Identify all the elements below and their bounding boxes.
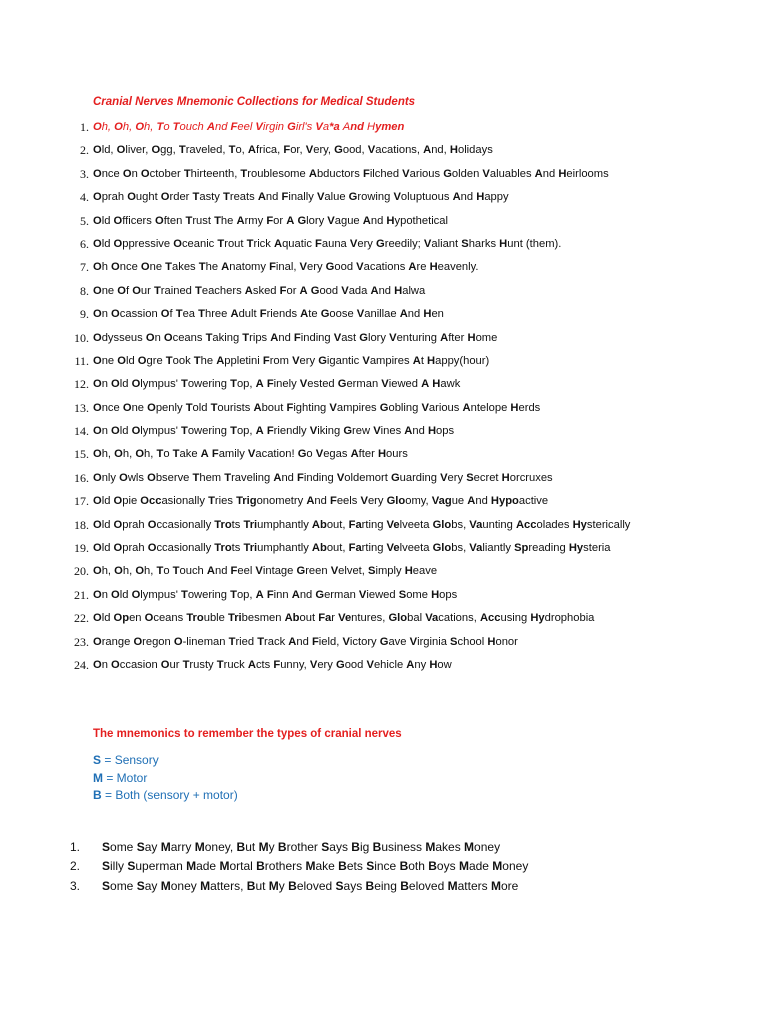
legend-text: = Motor — [103, 770, 148, 785]
list-number: 18. — [74, 517, 89, 532]
list-item — [0, 490, 768, 513]
mnemonic-text: Old, Oliver, Ogg, Traveled, To, Africa, For, Very, Good, Vacations, And, Holidays — [93, 144, 493, 157]
mnemonic-text: Silly Superman Made Mortal Brothers Make Bets Since Both Boys Made Money — [102, 859, 529, 874]
list-number: 23. — [74, 634, 89, 649]
list-number: 8. — [80, 283, 89, 298]
list-item — [0, 303, 768, 326]
list-item — [0, 631, 768, 654]
list-number: 5. — [80, 213, 89, 228]
mnemonic-text: Old Opie Occasionally Tries Trigonometry And Feels Very Gloomy, Vague And Hypoactive — [93, 495, 549, 508]
list-number: 6. — [80, 236, 89, 251]
list-number: 7. — [80, 260, 89, 275]
legend-motor — [93, 770, 238, 788]
mnemonic-text: On Old Olympus' Towering Top, A Finely Vested German Viewed A Hawk — [93, 378, 461, 391]
mnemonic-text: On Old Olympus' Towering Top, A Finn And German Viewed Some Hops — [93, 588, 458, 601]
mnemonic-text: Oprah Ought Order Tasty Treats And Finally Value Growing Voluptuous And Happy — [93, 191, 509, 204]
list-number: 2. — [80, 143, 89, 158]
list-item — [0, 350, 768, 373]
mnemonic-text: Oh Once One Takes The Anatomy Final, Very Good Vacations Are Heavenly. — [93, 261, 479, 274]
list-number: 14. — [74, 424, 89, 439]
list-number: 9. — [80, 307, 89, 322]
list-item — [0, 443, 768, 466]
list-number: 1. — [80, 120, 89, 134]
list-item — [0, 857, 768, 876]
list-item — [0, 420, 768, 443]
mnemonic-text: On Old Olympus' Towering Top, A Friendly Viking Grew Vines And Hops — [93, 425, 455, 438]
mnemonic-text: Old Oprah Occasionally Trots Triumphantly About, Farting Velveeta Globs, Vaunting Accolades Hysterically — [93, 518, 631, 531]
list-item — [0, 514, 768, 537]
list-item — [0, 654, 768, 677]
mnemonic-text: Orange Oregon O-lineman Tried Track And Field, Victory Gave Virginia School Honor — [93, 635, 518, 648]
list-item — [0, 560, 768, 583]
list-number: 19. — [74, 541, 89, 556]
list-item — [0, 877, 768, 896]
list-item — [0, 537, 768, 560]
type-mnemonic-list — [0, 838, 768, 896]
mnemonic-text: Old Officers Often Trust The Army For A Glory Vague And Hypothetical — [93, 214, 448, 227]
list-number: 4. — [80, 190, 89, 205]
mnemonic-text: One Old Ogre Took The Appletini From Very Gigantic Vampires At Happy(hour) — [93, 354, 490, 367]
mnemonic-text: Oh, Oh, Oh, To Touch And Feel Virgin Girl's Va*a And Hymen — [93, 121, 405, 133]
list-number: 12. — [74, 377, 89, 392]
list-number: 20. — [74, 564, 89, 579]
list-number: 22. — [74, 611, 89, 626]
mnemonic-text: Once One Openly Told Tourists About Fighting Vampires Gobling Various Antelope Herds — [93, 401, 541, 414]
list-number: 1. — [70, 840, 81, 854]
list-number: 2. — [70, 859, 81, 874]
mnemonic-text: Only Owls Observe Them Traveling And Finding Voldemort Guarding Very Secret Horcruxes — [93, 471, 553, 484]
types-legend — [93, 752, 238, 805]
list-item — [0, 397, 768, 420]
list-item — [0, 607, 768, 630]
list-number: 10. — [74, 330, 89, 345]
mnemonic-text: Odysseus On Oceans Taking Trips And Finding Vast Glory Venturing After Home — [93, 331, 498, 344]
mnemonic-text: Old Oprah Occasionally Trots Triumphantly About, Farting Velveeta Globs, Valiantly Spreading Hysteria — [93, 542, 611, 555]
mnemonic-text: Some Say Money Matters, But My Beloved Says Being Beloved Matters More — [102, 878, 519, 893]
list-number: 13. — [74, 400, 89, 415]
mnemonic-text: Once On October Thirteenth, Troublesome Abductors Filched Various Golden Valuables And Heirlooms — [93, 167, 609, 180]
list-number: 3. — [70, 878, 81, 893]
list-item — [0, 233, 768, 256]
list-number: 17. — [74, 494, 89, 509]
list-item — [0, 467, 768, 490]
list-item — [0, 373, 768, 396]
list-item — [0, 280, 768, 303]
mnemonic-text: Old Oppressive Oceanic Trout Trick Aquatic Fauna Very Greedily; Valiant Sharks Hunt (them). — [93, 237, 562, 250]
list-number: 16. — [74, 470, 89, 485]
list-item — [0, 116, 768, 139]
list-number: 24. — [74, 657, 89, 672]
list-item — [0, 327, 768, 350]
list-item — [0, 186, 768, 209]
list-item — [0, 139, 768, 162]
list-number: 11. — [74, 353, 89, 368]
mnemonic-text: Old Open Oceans Trouble Tribesmen About Far Ventures, Global Vacations, Accusing Hydrophobia — [93, 612, 595, 625]
list-item — [0, 256, 768, 279]
mnemonic-text: Some Say Marry Money, But My Brother Says Big Business Makes Money — [102, 840, 501, 854]
mnemonic-text: On Ocassion Of Tea Three Adult Friends Ate Goose Vanillae And Hen — [93, 308, 444, 321]
types-heading: The mnemonics to remember the types of cranial nerves — [93, 728, 402, 740]
mnemonic-text: On Occasion Our Trusty Truck Acts Funny, Very Good Vehicle Any How — [93, 658, 452, 671]
legend-text: = Both (sensory + motor) — [101, 788, 238, 802]
mnemonic-text: Oh, Oh, Oh, To Take A Family Vacation! Go Vegas After Hours — [93, 448, 408, 461]
legend-text: = Sensory — [101, 753, 159, 767]
legend-letter: B — [93, 788, 102, 802]
mnemonic-list — [0, 116, 768, 677]
mnemonic-text: One Of Our Trained Teachers Asked For A Good Vada And Halwa — [93, 284, 426, 297]
list-number: 3. — [80, 166, 89, 181]
list-item — [0, 584, 768, 607]
page-title: Cranial Nerves Mnemonic Collections for Medical Students — [93, 96, 416, 108]
list-item — [0, 838, 768, 857]
list-number: 21. — [74, 587, 89, 602]
list-number: 15. — [74, 447, 89, 462]
list-item — [0, 163, 768, 186]
legend-both — [93, 787, 238, 805]
legend-letter: M — [93, 770, 103, 785]
list-item — [0, 210, 768, 233]
mnemonic-text: Oh, Oh, Oh, To Touch And Feel Vintage Green Velvet, Simply Heave — [93, 565, 438, 578]
legend-letter: S — [93, 753, 102, 767]
legend-sensory — [93, 752, 238, 770]
